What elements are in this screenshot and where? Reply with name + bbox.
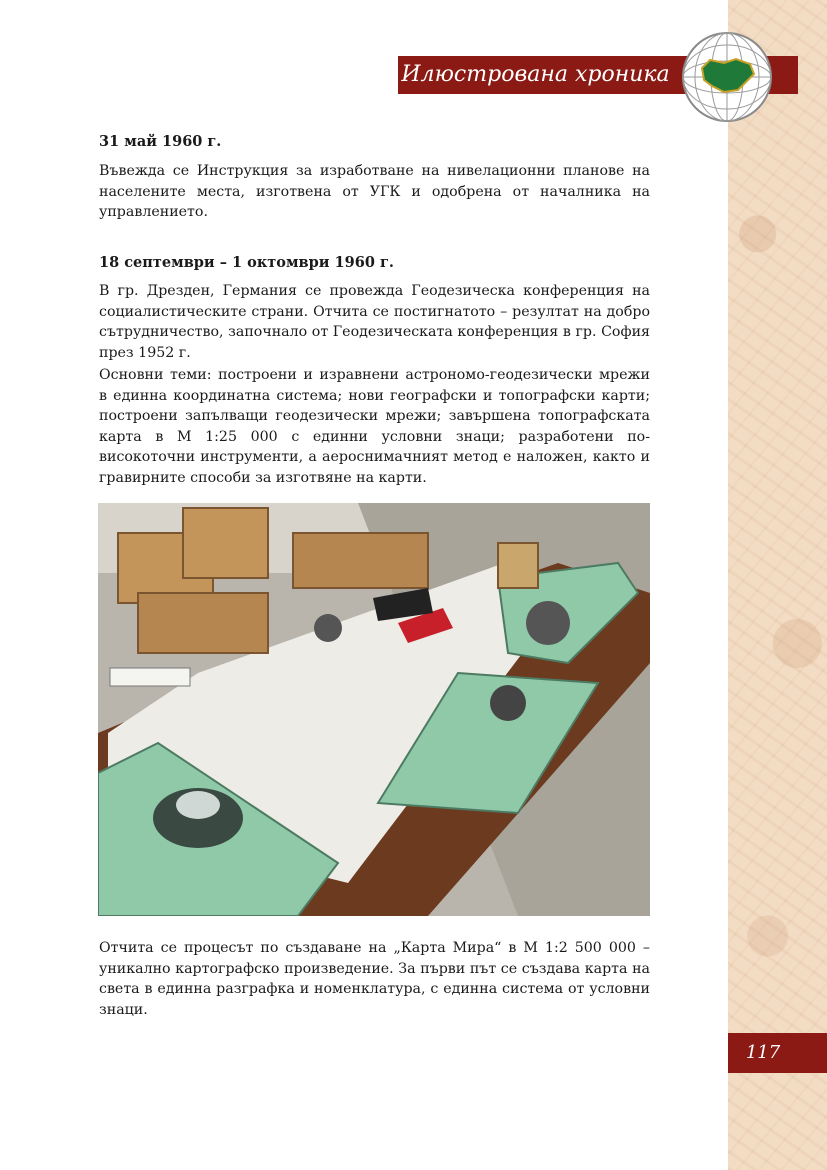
- header-title: Илюстрована хроника: [401, 62, 670, 87]
- closing-paragraph: Отчита се процесът по създаване на „Карта Мира“ в М 1:2 500 000 – уникално картографско произведение. За първи път се създава карта на света в единна разграфка и номенклатура, с единна система от условни знаци.: [99, 940, 650, 1018]
- instruments-exhibit-photo: [98, 503, 650, 916]
- entry-date: 18 септември – 1 октомври 1960 г.: [99, 254, 394, 271]
- page-number: 117: [745, 1042, 781, 1063]
- globe-emblem-icon: [680, 30, 774, 124]
- entry-paragraph: Основни теми: построени и изравнени астрономо-геодезически мрежи в единна координатна система; нови географски и топографски карти; построени запълващи геодезически мрежи; завършена топографската карта в М 1:25 000 с единни условни знаци; разработени по-високоточни инструменти, а аероснимачният метод е наложен, както и гравирните способи за изготвяне на карти.: [99, 367, 650, 486]
- entry-date: 31 май 1960 г.: [99, 133, 222, 150]
- decorative-side-strip: [728, 0, 827, 1170]
- entry-paragraph: Въвежда се Инструкция за изработване на нивелационни планове на населените места, изготвена от УГК и одобрена от началника на управлението.: [99, 163, 650, 220]
- entry-paragraph: В гр. Дрезден, Германия се провежда Геодезическа конференция на социалистическите страни. Отчита се постигнатото – резултат на добро сътрудничество, започнало от Геодезическата конференция в гр. София през 1952 г.: [99, 283, 650, 361]
